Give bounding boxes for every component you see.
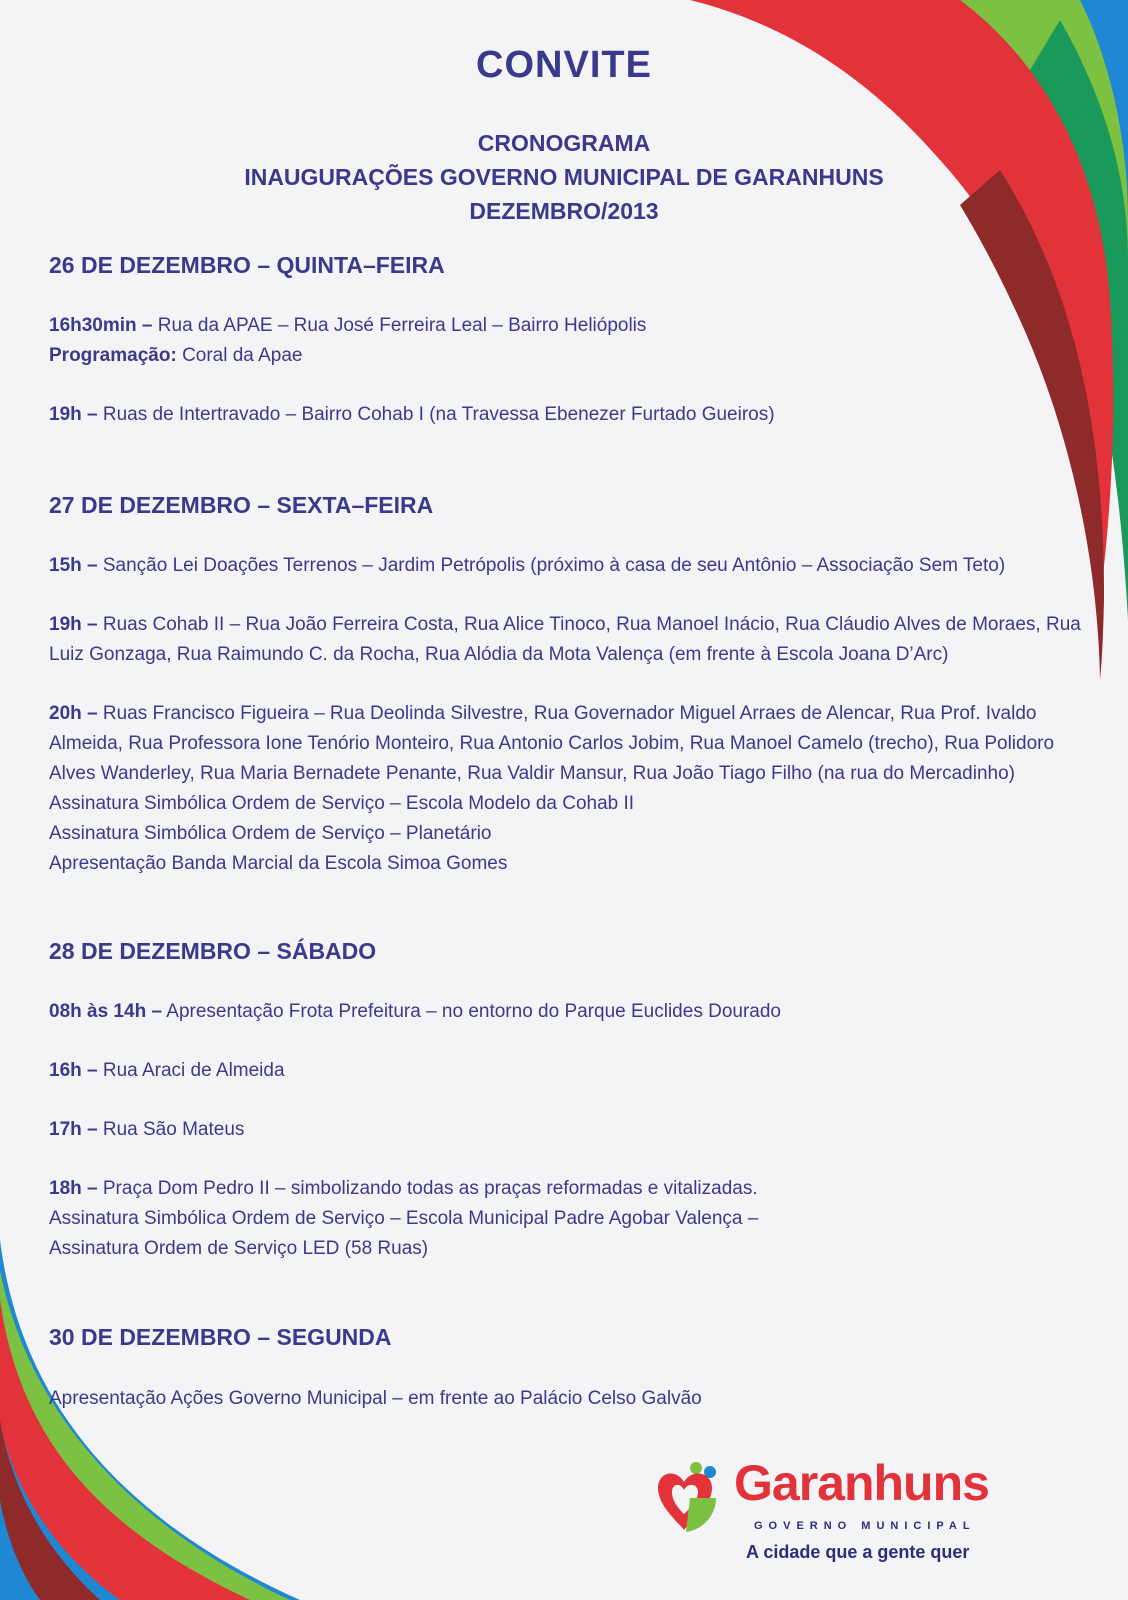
entry-time: 17h – — [49, 1119, 98, 1140]
entry-line: Alves Wanderley, Rua Maria Bernadete Penante, Rua Valdir Mansur, Rua João Tiago Filho (na rua do Mercadinho) — [49, 763, 1015, 784]
entry-time: 19h – — [49, 614, 98, 635]
entry-time: 19h – — [49, 404, 98, 425]
entry-line — [49, 551, 1084, 581]
day-heading: 28 DE DEZEMBRO – SÁBADO — [49, 938, 377, 964]
entry-line — [49, 997, 1084, 1027]
entry-line — [49, 341, 1084, 371]
day-heading: 30 DE DEZEMBRO – SEGUNDA — [49, 1324, 392, 1350]
entry-text: Apresentação Ações Governo Municipal – em frente ao Palácio Celso Galvão — [49, 1388, 702, 1409]
entry-time: 20h – — [49, 703, 98, 724]
entry-line — [49, 699, 1084, 729]
schedule-entry — [49, 699, 1084, 879]
schedule-entry — [49, 400, 1084, 430]
logo-tagline: GOVERNO MUNICIPAL — [754, 1520, 976, 1532]
subtitle-line: CRONOGRAMA — [477, 130, 651, 156]
entry-text: Ruas de Intertravado – Bairro Cohab I (na Travessa Ebenezer Furtado Gueiros) — [102, 404, 775, 425]
day-heading: 26 DE DEZEMBRO – QUINTA–FEIRA — [49, 252, 445, 278]
entry-text: Sanção Lei Doações Terrenos – Jardim Petrópolis (próximo à casa de seu Antônio – Associação Sem Teto) — [102, 555, 1006, 576]
entry-line: Apresentação Banda Marcial da Escola Simoa Gomes — [49, 853, 508, 874]
entry-line: Assinatura Simbólica Ordem de Serviço – Planetário — [49, 823, 492, 844]
entry-line: Assinatura Ordem de Serviço LED (58 Ruas) — [49, 1238, 429, 1259]
entry-line: Almeida, Rua Professora Ione Tenório Monteiro, Rua Antonio Carlos Jobim, Rua Manoel Camelo (trecho), Rua Polidoro — [49, 733, 1055, 754]
page-title: CONVITE — [476, 44, 652, 86]
subtitle-block — [0, 126, 1128, 228]
entry-line — [49, 1174, 1084, 1204]
entry-line — [49, 1115, 1084, 1145]
entry-text: Ruas Cohab II – Rua João Ferreira Costa, Rua Alice Tinoco, Rua Manoel Inácio, Rua Cláudio Alves de Moraes, Rua — [102, 614, 1081, 635]
schedule-entry — [49, 1056, 1084, 1086]
entry-time: 18h – — [49, 1178, 98, 1199]
garanhuns-logo — [650, 1450, 990, 1575]
schedule-entry — [49, 1174, 1084, 1264]
schedule-entry — [49, 311, 1084, 371]
subtitle-line: DEZEMBRO/2013 — [469, 198, 659, 224]
entry-text: Rua Araci de Almeida — [102, 1060, 285, 1081]
entry-time: 16h – — [49, 1060, 98, 1081]
entry-line — [49, 400, 1084, 430]
entry-text: Apresentação Frota Prefeitura – no entorno do Parque Euclides Dourado — [166, 1001, 781, 1022]
entry-time: 08h às 14h – — [49, 1001, 163, 1022]
schedule-entry — [49, 1384, 1084, 1414]
entry-line — [49, 610, 1084, 640]
entry-label: Programação: — [49, 345, 177, 366]
logo-name: Garanhuns — [734, 1455, 989, 1511]
entry-text: Rua da APAE – Rua José Ferreira Leal – Bairro Heliópolis — [157, 315, 647, 336]
entry-time: 16h30min – — [49, 315, 153, 336]
schedule-entry — [49, 1115, 1084, 1145]
entry-line: Assinatura Simbólica Ordem de Serviço – Escola Modelo da Cohab II — [49, 793, 635, 814]
entry-text: Coral da Apae — [182, 345, 303, 366]
entry-time: 15h – — [49, 555, 98, 576]
schedule-entry — [49, 551, 1084, 581]
subtitle-line: INAUGURAÇÕES GOVERNO MUNICIPAL DE GARANHUNS — [244, 164, 884, 190]
schedule-entry — [49, 610, 1084, 670]
schedule-entry — [49, 997, 1084, 1027]
entry-text: Rua São Mateus — [102, 1119, 245, 1140]
entry-text: Ruas Francisco Figueira – Rua Deolinda Silvestre, Rua Governador Miguel Arraes de Alencar, Rua Prof. Ivaldo — [102, 703, 1037, 724]
entry-line: Assinatura Simbólica Ordem de Serviço – Escola Municipal Padre Agobar Valença – — [49, 1208, 759, 1229]
logo-slogan: A cidade que a gente quer — [746, 1542, 970, 1562]
entry-text: Praça Dom Pedro II – simbolizando todas as praças reformadas e vitalizadas. — [102, 1178, 758, 1199]
entry-line: Luiz Gonzaga, Rua Raimundo C. da Rocha, Rua Alódia da Mota Valença (em frente à Escola Joana D’Arc) — [49, 644, 949, 665]
entry-line — [49, 311, 1084, 341]
heart-logo-icon — [650, 1458, 732, 1540]
day-heading: 27 DE DEZEMBRO – SEXTA–FEIRA — [49, 492, 434, 518]
entry-line — [49, 1056, 1084, 1086]
